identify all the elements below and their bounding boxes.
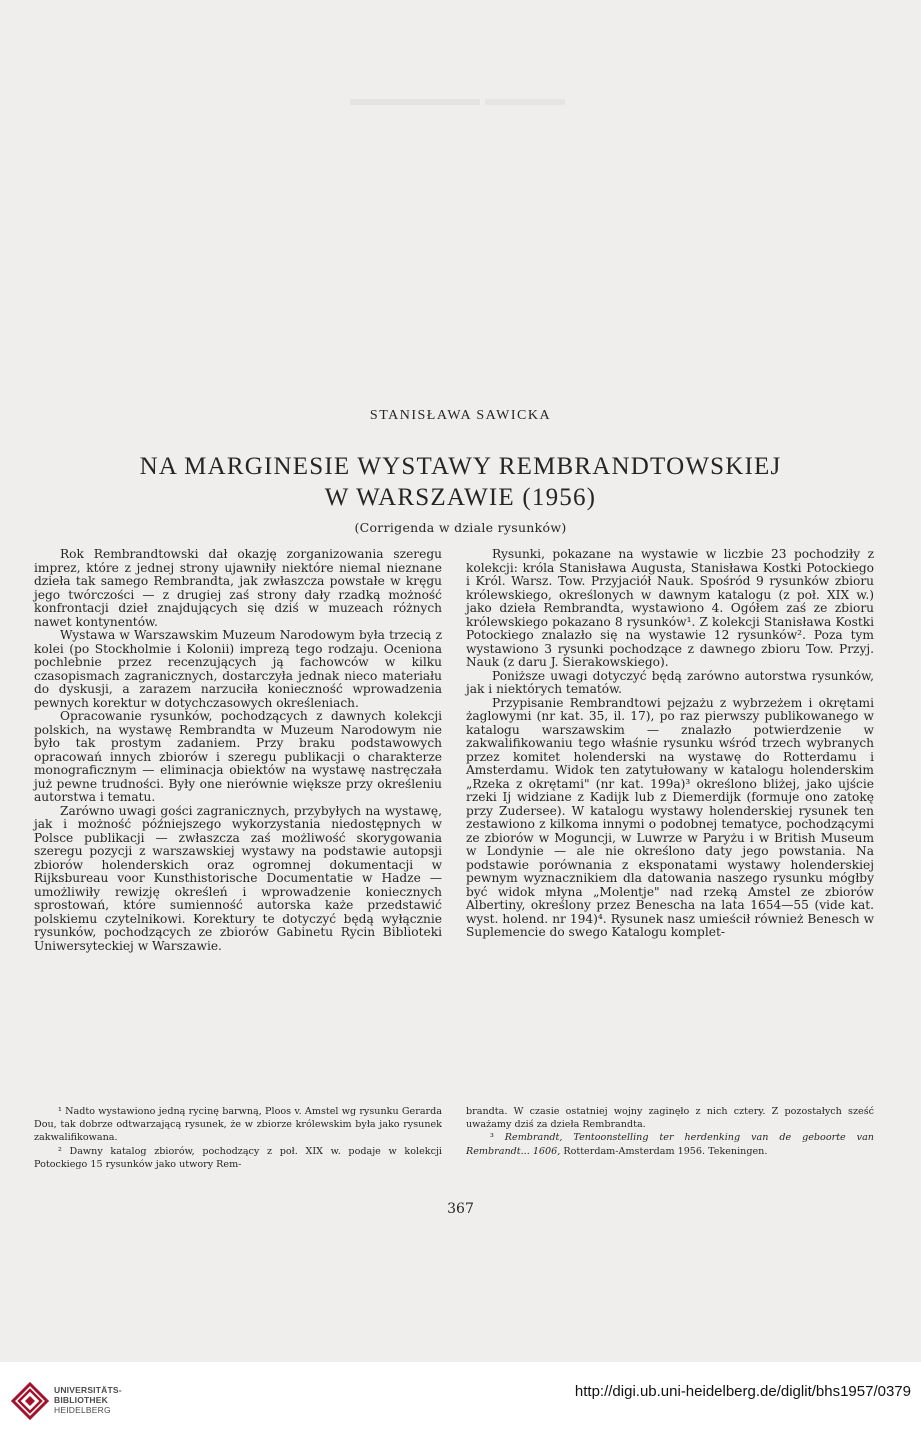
article-title	[0, 451, 921, 513]
article-author: STANISŁAWA SAWICKA	[369, 408, 552, 423]
paragraph: Przypisanie Rembrandtowi pejzażu z wybrzeżem i okrętami żaglowymi (nr kat. 35, il. 17), po raz pierwszy publikowanego w katalogu warszawskim — znalazło potwierdzenie w zakwalifikowaniu tego właśnie rysunku wśród trzech wybranych przez komitet holenderski na wystawę do Rotterdamu i Amsterdamu. Widok ten zatytułowany w katalogu holenderskim „Rzeka z okrętami" (nr kat. 199a)³ określono bliżej, jako ujście rzeki Ij widziane z Kadijk lub z Diemerdijk (formuje ono zatokę przy Zudersee). W katalogu wystawy holenderskiej rysunek ten zestawiono z kilkoma innymi o podobnej tematyce, pochodzącymi ze zbiorów w Moguncji, w Luwrze w Paryżu i w British Museum w Londynie — ale nie określono daty jego powstania. Na podstawie porównania z eksponatami wystawy holenderskiej pewnym wyznacznikiem dla datowania naszego rysunku mógłby być widok młyna „Molentje" nad rzeką Amstel ze zbiorów Albertiny, określony przez Benescha na lata 1654—55 (vide kat. wyst. holend. nr 194)⁴. Rysunek nasz umieścił również Benesch w Suplemencie do swego Katalogu komplet-	[466, 695, 874, 939]
footnote: ¹ Nadto wystawiono jedną rycinę barwną, Ploos v. Amstel wg rysunku Gerarda Dou, tak dobrze odtwarzającą rysunek, że w zbiorze królewskim była jako rysunek zakwalifikowana.	[34, 1106, 442, 1144]
title-line-1: NA MARGINESIE WYSTAWY REMBRANDTOWSKIEJ	[139, 453, 782, 480]
logo-line-2: BIBLIOTHEK	[54, 1395, 108, 1405]
page-number: 367	[447, 1201, 474, 1217]
paragraph: Poniższe uwagi dotyczyć będą zarówno autorstwa rysunków, jak i niektórych tematów.	[466, 668, 874, 696]
paragraph: Wystawa w Warszawskim Muzeum Narodowym była trzecią z kolei (po Stockholmie i Kolonii) imprezą tego rodzaju. Oceniona pochlebnie przez recenzujących ją fachowców w kilku czasopismach zagranicznych, dostarczyła jednak nieco materiału do dyskusji, a zarazem narzuciła konieczność wprowadzenia pewnych korektur w dotychczasowych określeniach.	[34, 628, 442, 710]
footnote-rest: Rotterdam-Amsterdam 1956. Tekeningen.	[560, 1145, 768, 1157]
footnote-continuation: brandta. W czasie ostatniej wojny zaginęło z nich cztery. Z pozostałych sześć uważamy dziś za dzieła Rembrandta.	[466, 1106, 874, 1131]
library-logo[interactable]	[10, 1377, 130, 1423]
right-text-column	[466, 548, 874, 940]
paragraph: Zarówno uwagi gości zagranicznych, przybyłych na wystawę, jak i możność późniejszego wykorzystania niedostępnych w Polsce publikacji — zwłaszcza zaś możliwość skorygowania szeregu pozycji z warszawskiej wystawy na podstawie autopsji zbiorów holenderskich oraz ogromnej dokumentacji w Rijksbureau voor Kunsthistorische Documentatie w Hadze — umożliwiły rewizję określeń i wprowadzenie koniecznych sprostowań, które sumienność autorska każe przedstawić polskiemu czytelnikowi. Korektury te dotyczyć będą wyłącznie rysunków, pochodzących ze zbiorów Gabinetu Rycin Biblioteki Uniwersyteckiej w Warszawie.	[34, 803, 442, 953]
paragraph: Rok Rembrandtowski dał okazję zorganizowania szeregu imprez, które z jednej strony ujawniły niektóre niemal nieznane dzieła tak samego Rembrandta, jak zwłaszcza powstałe w kręgu jego twórczości — z drugiej zaś strony dały rzadką możność konfrontacji dzieł znajdujących się dziś w muzeach różnych nawet kontynentów.	[34, 547, 442, 629]
footnote-marker: ³	[490, 1132, 505, 1144]
logo-line-3: HEIDELBERG	[54, 1405, 111, 1415]
logo-line-1: UNIVERSITÄTS-	[54, 1385, 122, 1395]
footnotes-left	[34, 1105, 442, 1171]
footnote: ² Dawny katalog zbiorów, pochodzący z poł. XIX w. podaje w kolekcji Potockiego 15 rysunków jako utwory Rem-	[34, 1145, 442, 1170]
footnote-italic-title: Rembrandt, Tentoonstelling ter herdenking van de geboorte van Rembrandt... 1606,	[466, 1132, 874, 1157]
library-logo-icon	[10, 1381, 50, 1421]
title-line-2: W WARSZAWIE (1956)	[324, 484, 597, 511]
show-through-mark	[350, 99, 480, 105]
library-logo-text	[54, 1385, 122, 1415]
paragraph: Rysunki, pokazane na wystawie w liczbie 23 pochodziły z kolekcji: króla Stanisława Augusta, Stanisława Kostki Potockiego i Król. Warsz. Tow. Przyjaciół Nauk. Spośród 9 rysunków zbioru królewskiego, określonych w dawnym katalogu (z poł. XIX w.) jako dzieła Rembrandta, wystawiono 4. Ogółem zaś ze zbioru królewskiego pokazano 8 rysunków¹. Z kolekcji Stanisława Kostki Potockiego znalazło się na wystawie 12 rysunków². Poza tym wystawiono 3 rysunki pochodzące z dawnego zbioru Tow. Przyj. Nauk (z daru J. Sierakowskiego).	[466, 547, 874, 669]
footnote	[466, 1131, 874, 1157]
paragraph: Opracowanie rysunków, pochodzących z dawnych kolekcji polskich, na wystawę Rembrandta w Muzeum Narodowym nie było tak prostym zadaniem. Przy braku podstawowych opracowań innych zbiorów i szeregu publikacji o charakterze monograficznym — eliminacja obiektów na wystawę nastręczała już pewne trudności. Były one nierównie większe przy określeniu autorstwa i tematu.	[34, 709, 442, 804]
footnotes-right	[466, 1105, 874, 1158]
show-through-mark	[485, 99, 565, 105]
left-text-column	[34, 548, 442, 953]
source-url-link[interactable]: http://digi.ub.uni-heidelberg.de/diglit/bhs1957/0379	[574, 1383, 911, 1400]
article-subtitle: (Corrigenda w dziale rysunków)	[354, 520, 567, 535]
